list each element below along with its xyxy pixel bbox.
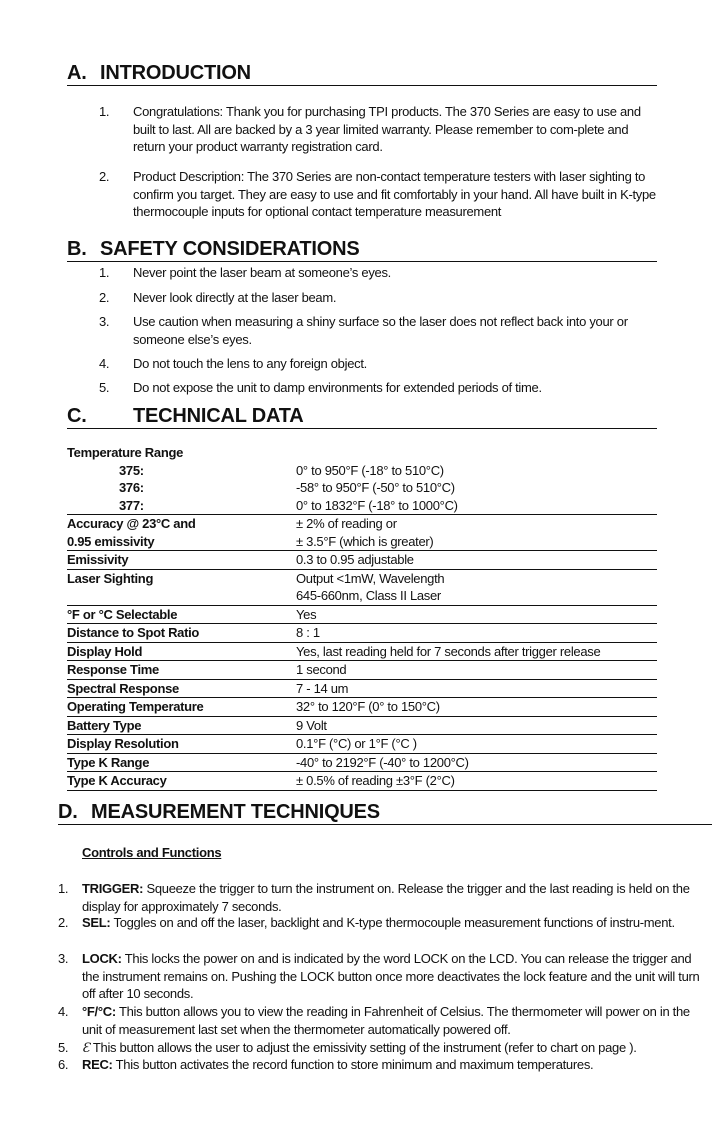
spec-value: ± 0.5% of reading ±3°F (2°C)	[296, 772, 657, 791]
spec-value: 0° to 1832°F (-18° to 1000°C)	[296, 497, 657, 515]
technical-data-table	[67, 444, 657, 791]
table-row	[67, 716, 657, 735]
spec-value: -58° to 950°F (-50° to 510°C)	[296, 480, 455, 495]
spec-label: Spectral Response	[67, 679, 296, 698]
spec-value: 32° to 120°F (0° to 150°C)	[296, 698, 657, 717]
spec-label: 0.95 emissivity	[67, 533, 296, 551]
control-item	[58, 1056, 708, 1074]
intro-item-number: 2.	[99, 169, 110, 184]
spec-label: Display Resolution	[67, 735, 296, 754]
section-c-letter: C.	[67, 405, 87, 427]
control-description: This button activates the record function to store minimum and maximum temperatures.	[112, 1057, 594, 1072]
safety-item-number: 3.	[99, 314, 110, 329]
table-row	[67, 735, 657, 754]
spec-value: 0.3 to 0.95 adjustable	[296, 551, 657, 570]
table-row	[67, 624, 657, 643]
table-row	[67, 772, 657, 791]
spec-value: Output <1mW, Wavelength	[296, 570, 445, 586]
spec-value: 7 - 14 um	[296, 679, 657, 698]
safety-item-number: 2.	[99, 290, 110, 305]
spec-value: ± 2% of reading or	[296, 516, 397, 531]
control-item	[58, 880, 708, 916]
spec-label: °F or °C Selectable	[67, 605, 296, 624]
control-item-number: 2.	[58, 915, 69, 930]
spec-value: ± 3.5°F (which is greater)	[296, 533, 657, 551]
control-key: SEL:	[82, 915, 111, 930]
spec-value: 0° to 950°F (-18° to 510°C)	[296, 462, 444, 478]
section-d-heading	[58, 801, 712, 825]
table-row	[67, 587, 657, 605]
control-item-number: 1.	[58, 881, 69, 896]
section-d-title: MEASUREMENT TECHNIQUES	[91, 801, 380, 823]
table-row	[67, 444, 657, 462]
spec-label: Type K Range	[67, 753, 296, 772]
spec-value: 9 Volt	[296, 716, 657, 735]
safety-item-number: 1.	[99, 265, 110, 280]
control-key: LOCK:	[82, 951, 122, 966]
table-row	[67, 569, 657, 587]
spec-value: 1 second	[296, 661, 657, 680]
spec-label: Emissivity	[67, 551, 296, 570]
table-row	[67, 462, 657, 480]
control-description: Toggles on and off the laser, backlight and K-type thermocouple measurement functions of instru-ment.	[110, 915, 675, 930]
intro-item-text: Product Description: The 370 Series are non-contact temperature testers with laser sighting to confirm you target. They are easy to use and fit comfortably in your hand. All have built in K-type thermocouple inputs for optional contact temperature measurement	[133, 169, 656, 219]
safety-item	[99, 264, 659, 282]
safety-item-number: 4.	[99, 356, 110, 371]
spec-value: 8 : 1	[296, 624, 657, 643]
table-row	[67, 497, 657, 515]
section-b-heading	[67, 238, 657, 262]
control-item-number: 3.	[58, 951, 69, 966]
safety-item-text: Use caution when measuring a shiny surface so the laser does not reflect back into your or someone else’s eyes.	[133, 314, 628, 347]
section-b-title: SAFETY CONSIDERATIONS	[100, 238, 360, 260]
intro-item	[99, 103, 659, 157]
model-label: 375:	[119, 462, 144, 478]
model-label: 377:	[67, 497, 296, 515]
spec-label: Distance to Spot Ratio	[67, 624, 296, 643]
control-description: This button allows the user to adjust the emissivity setting of the instrument (refer to chart on page ).	[89, 1040, 637, 1055]
emissivity-icon: Ɛ	[82, 1041, 90, 1056]
spec-label: Accuracy @ 23°C and	[67, 516, 196, 531]
spec-label: Display Hold	[67, 642, 296, 661]
section-d-letter: D.	[58, 801, 78, 823]
spec-label: Laser Sighting	[67, 570, 154, 586]
spec-value: 645-660nm, Class II Laser	[296, 587, 657, 605]
spec-label: Operating Temperature	[67, 698, 296, 717]
safety-item-number: 5.	[99, 380, 110, 395]
control-description: Squeeze the trigger to turn the instrument on. Release the trigger and the last reading is held on the display for approximately 7 seconds.	[82, 881, 690, 914]
table-row	[67, 605, 657, 624]
spec-value: -40° to 2192°F (-40° to 1200°C)	[296, 753, 657, 772]
safety-item	[99, 355, 659, 373]
safety-item	[99, 313, 659, 349]
spec-label: Response Time	[67, 661, 296, 680]
spec-value: Yes	[296, 605, 657, 624]
section-a-title: INTRODUCTION	[100, 62, 251, 84]
section-c-heading	[67, 405, 657, 429]
table-row	[67, 515, 657, 533]
intro-item-number: 1.	[99, 104, 110, 119]
control-description: This button allows you to view the reading in Fahrenheit of Celsius. The thermometer will power on in the unit of measurement last set when the thermometer automatically powered off.	[82, 1004, 690, 1037]
spec-label: Temperature Range	[67, 445, 184, 460]
table-row	[67, 698, 657, 717]
safety-item-text: Never point the laser beam at someone’s eyes.	[133, 265, 391, 280]
table-row	[67, 533, 657, 551]
section-b-letter: B.	[67, 238, 87, 260]
control-item-number: 4.	[58, 1004, 69, 1019]
table-row	[67, 753, 657, 772]
intro-item-text: Congratulations: Thank you for purchasing TPI products. The 370 Series are easy to use and built to last. All are backed by a 3 year limited warranty. Please remember to com-plete and return your product warranty registration card.	[133, 104, 641, 154]
section-a-letter: A.	[67, 62, 87, 84]
control-item-number: 6.	[58, 1057, 69, 1072]
section-a-heading	[67, 62, 657, 86]
table-row	[67, 642, 657, 661]
safety-item	[99, 379, 659, 397]
safety-item-text: Do not expose the unit to damp environments for extended periods of time.	[133, 380, 542, 395]
safety-item	[99, 289, 659, 307]
table-row	[67, 479, 657, 497]
control-description: This locks the power on and is indicated by the word LOCK on the LCD. You can release the trigger and the instrument remains on. Pushing the LOCK button once more deactivates the lock feature and the unit will turn off after 10 seconds.	[82, 951, 700, 1001]
control-item	[58, 914, 708, 950]
table-row	[67, 551, 657, 570]
section-c-title: TECHNICAL DATA	[133, 405, 304, 427]
control-item	[58, 1039, 708, 1057]
model-label: 376:	[119, 480, 144, 495]
spec-label: Battery Type	[67, 716, 296, 735]
control-key: °F/°C:	[82, 1004, 116, 1019]
control-item	[58, 1003, 708, 1039]
safety-item-text: Never look directly at the laser beam.	[133, 290, 337, 305]
control-key: REC:	[82, 1057, 113, 1072]
control-item-number: 5.	[58, 1040, 69, 1055]
table-row	[67, 679, 657, 698]
table-row	[67, 661, 657, 680]
controls-subheading: Controls and Functions	[82, 845, 222, 860]
control-key: TRIGGER:	[82, 881, 144, 896]
control-item	[58, 950, 708, 1004]
spec-value: Yes, last reading held for 7 seconds after trigger release	[296, 642, 657, 661]
spec-label: Type K Accuracy	[67, 772, 296, 791]
spec-value: 0.1°F (°C) or 1°F (°C )	[296, 735, 657, 754]
intro-item	[99, 168, 659, 222]
safety-item-text: Do not touch the lens to any foreign object.	[133, 356, 367, 371]
